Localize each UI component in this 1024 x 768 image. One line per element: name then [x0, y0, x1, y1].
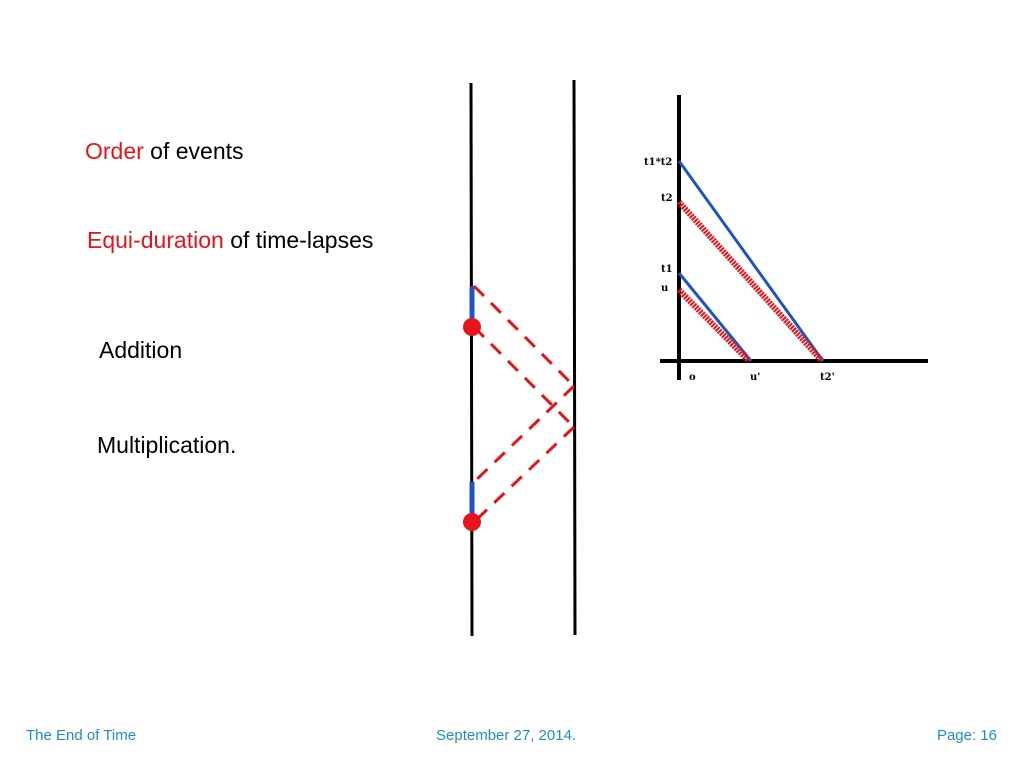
bullet-order-rest: of events: [143, 138, 244, 164]
event-dot-upper: [463, 318, 481, 336]
label-u-prime: u': [750, 372, 761, 383]
bullet-equi-rest: of time-lapses: [223, 227, 374, 253]
red-line-u: [679, 290, 749, 361]
blue-line-t1t2: [679, 161, 823, 361]
label-u: u: [661, 283, 669, 294]
bullet-multiplication: Multiplication.: [97, 432, 237, 458]
label-t1: t1: [661, 264, 673, 275]
label-origin: o: [689, 372, 696, 383]
bullet-order-highlight: Order: [85, 138, 144, 164]
blue-line-t1: [679, 273, 751, 361]
footer-date: September 27, 2014.: [436, 727, 577, 744]
signal-1-out: [474, 286, 574, 386]
label-t1-star-t2: t1*t2: [644, 157, 673, 168]
event-dot-lower: [463, 513, 481, 531]
label-t2: t2: [661, 193, 673, 204]
bullet-addition: Addition: [99, 337, 183, 363]
signal-2-out: [474, 327, 574, 427]
worldline-left: [471, 83, 472, 636]
label-t2-prime: t2': [820, 372, 835, 383]
signal-1-back: [474, 386, 574, 482]
footer-title: The End of Time: [26, 727, 137, 744]
signal-2-back: [474, 427, 574, 522]
worldline-right: [574, 80, 575, 635]
bullet-equi-highlight: Equi-duration: [87, 227, 224, 253]
footer-page-number: Page: 16: [936, 727, 997, 744]
light-signals: [474, 286, 574, 522]
red-line-t2: [679, 202, 822, 361]
